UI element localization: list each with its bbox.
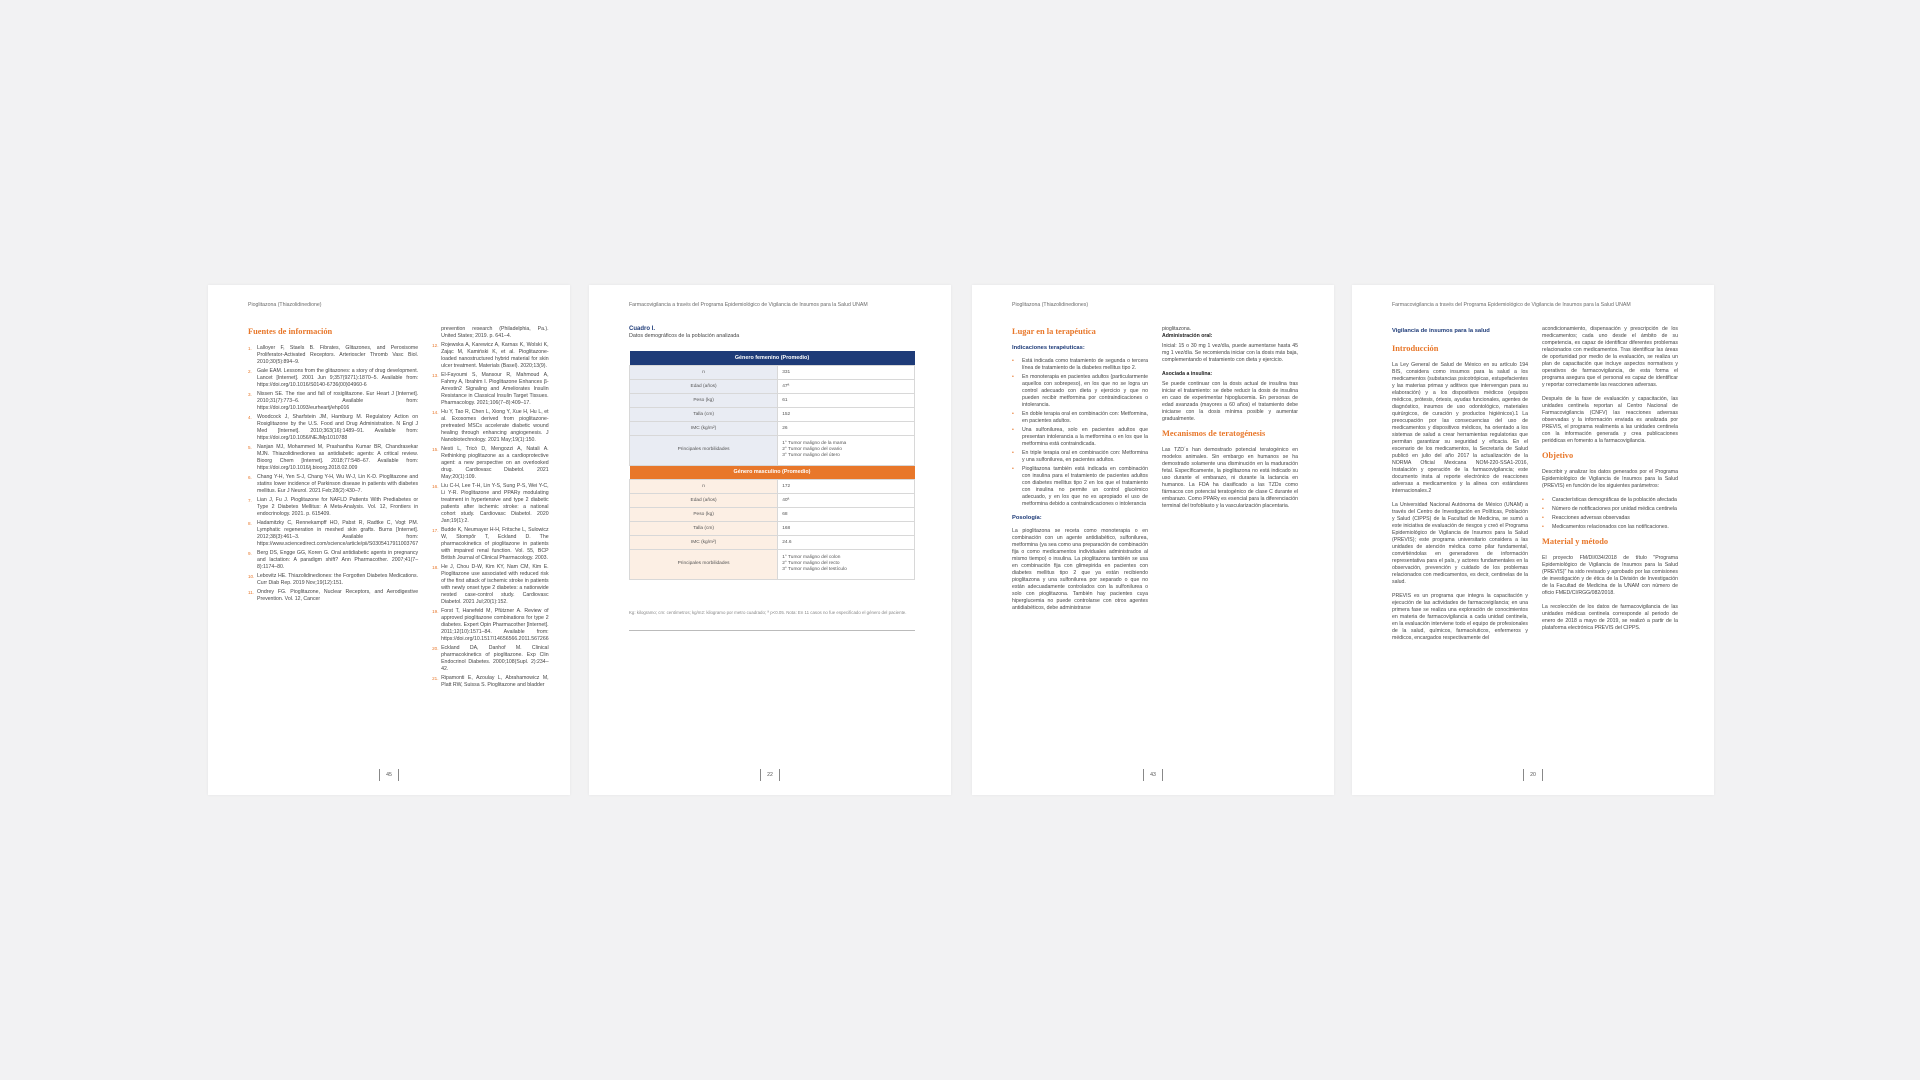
reference-number: 1. bbox=[248, 346, 252, 351]
bullet-item bbox=[1542, 497, 1678, 504]
reference-number: 10. bbox=[248, 574, 255, 579]
bullet-icon: • bbox=[1542, 506, 1544, 512]
bullet-icon: • bbox=[1012, 358, 1014, 364]
running-head: Pioglitazona (Thiazolidinedione) bbox=[248, 302, 322, 308]
bullet-icon: • bbox=[1012, 466, 1014, 472]
reference-item bbox=[432, 608, 549, 643]
paragraph: Se puede continuar con la dosis actual de insulina tras iniciar el tratamiento: se debe reducir la dosis de insulina en caso de experimentar hipoglucemia. En personas de edad avanzada (mayores a 60 años) el tratamiento debe iniciarse con la dosis mínima posible y aumentar gradualmente. bbox=[1162, 381, 1298, 422]
running-head: Farmacovigilancia a través del Programa Epidemiológico de Vigilancia de Insumos para la Salud UNAM bbox=[629, 302, 868, 308]
bullet-text: Medicamentos relacionados con las notificaciones. bbox=[1552, 524, 1669, 530]
section-title: Introducción bbox=[1392, 344, 1439, 353]
bullet-item bbox=[1542, 506, 1678, 513]
reference-item bbox=[248, 520, 418, 548]
reference-text: Forst T, Hanefeld M, Pfützner A. Review of approved pioglitazone combinations for type 2 diabetes. Expert Opin Pharmacother [Internet]. 2011;12(10):1571–84. Available from: https://doi.org/10.1517/14656566.2011.567266 bbox=[441, 608, 549, 642]
male-header: Género masculino (Promedio) bbox=[630, 465, 915, 479]
demographics-table bbox=[629, 351, 915, 580]
column-right bbox=[1542, 326, 1678, 751]
row-value: 61 bbox=[778, 393, 915, 407]
page-number: 43 bbox=[972, 769, 1334, 781]
female-rows bbox=[630, 365, 915, 465]
bullet-icon: • bbox=[1012, 450, 1014, 456]
table-row bbox=[630, 421, 915, 435]
row-label: IMC (kg/m²) bbox=[630, 535, 778, 549]
row-label: Edad (años) bbox=[630, 493, 778, 507]
column-right bbox=[432, 326, 549, 751]
table-title: Cuadro I. bbox=[629, 326, 656, 332]
reference-text: El-Fayoumi S, Mansour R, Mahmoud A, Fahmy A, Ibrahim I. Pioglitazone Enhances β-Arrestin2 Signaling and Ameliorates Insulin Resistance in Classical Insulin Target Tissues. Pharmacology. 2021;106(7–8):409–17. bbox=[441, 372, 549, 406]
bullet-icon: • bbox=[1012, 427, 1014, 433]
bullet-text: En doble terapia oral en combinación con: Metformina, en pacientes adultos. bbox=[1022, 411, 1148, 424]
reference-text: Lian J, Fu J. Pioglitazone for NAFLD Patients With Prediabetes or Type 2 Diabetes Mellitus: A Meta-Analysis. Vol. 12, Frontiers in endocrinology. 2021. p. 615409. bbox=[257, 497, 419, 517]
bullet-item bbox=[1012, 374, 1148, 409]
reference-number: 2. bbox=[248, 369, 252, 374]
row-label: Talla (cm) bbox=[630, 521, 778, 535]
reference-item bbox=[432, 342, 549, 370]
row-label: Principales morbilidades bbox=[630, 435, 778, 465]
reference-text: prevention research (Philadelphia, Pa.). United States; 2019. p. 641–4. bbox=[441, 326, 549, 339]
row-label: Edad (años) bbox=[630, 379, 778, 393]
reference-number: 16. bbox=[432, 484, 439, 489]
bullet-text: En monoterapia en pacientes adultos (particularmente aquellos con sobrepeso), en los que no se logra un control adecuado con dieta y ejercicio y que no pueden recibir metformina por contraindicaciones o intolerancia. bbox=[1022, 374, 1148, 408]
row-label: Peso (kg) bbox=[630, 393, 778, 407]
reference-item bbox=[432, 645, 549, 673]
reference-item bbox=[248, 497, 418, 518]
reference-text: Gale EAM. Lessons from the glitazones: a story of drug development. Lancet [Internet]. 2001 Jun 9;357(9271):1870–5. Available from: https://doi.org/10.1016/S0140-6736(00)04960-6 bbox=[257, 368, 419, 388]
bullet-item bbox=[1012, 450, 1148, 464]
reference-item bbox=[432, 409, 549, 444]
document-page-45 bbox=[208, 285, 570, 795]
female-header: Género femenino (Promedio) bbox=[630, 351, 915, 365]
reference-text: He J, Chou D-W, Kim KY, Nam CM, Kim E. Pioglitazone use associated with reduced risk of the first attack of ischemic stroke in patients with newly onset type 2 diabetes: a nationwide nested case-control study. Cardiovasc Diabetol. 2021 Jul;20(1):152. bbox=[441, 564, 549, 605]
bullet-text: En triple terapia oral en combinación con: Metformina y una sulfonilurea, en pacientes adultos. bbox=[1022, 450, 1148, 463]
paragraph: Inicial: 15 o 30 mg 1 vez/día, puede aumentarse hasta 45 mg 1 vez/día. Se recomienda iniciar con la dosis más baja, complementando el tratamiento con dieta y ejercicio. bbox=[1162, 343, 1298, 363]
reference-number: 21. bbox=[432, 676, 439, 681]
table-subtitle: Datos demográficos de la población analizada bbox=[629, 333, 740, 339]
reference-list bbox=[248, 345, 418, 603]
paragraph: La Universidad Nacional Autónoma de México (UNAM) a través del Centro de Investigación en Políticas, Población y Salud (CIPPS) de la Facultad de Medicina, se sumó a este iniciativa de evaluación de riesgos y creó el Programa Epidemiológico de Vigilancia de Insumos para la Salud (PREVIS); este programa universitario considera a las unidades de atención médica como pilar fundamental, convirtiéndolas en generadores de información representativa para el país, y actores fundamentales en la observación, prevención y cuidado de los problemas relacionados con medicamentos, es decir, centinelas de la salud. bbox=[1392, 502, 1528, 585]
row-label: Principales morbilidades bbox=[630, 549, 778, 579]
reference-number: 7. bbox=[248, 498, 252, 503]
reference-number: 6. bbox=[248, 475, 252, 480]
paragraph: pioglitazona. bbox=[1162, 326, 1192, 332]
paragraph: acondicionamiento, dispensación y prescripción de los medicamentos; cada uno desde el ámbito de su competencia, es capaz de identificar diferentes problemas relacionados con medicamentos. Tras identificar las áreas de oportunidad por medio de la evaluación, se realiza un plan de capacitación que incluye aspectos normativos y operativos de farmacovigilancia, de esta forma el programa asegura que el personal es capaz de identificar y reportar correctamente las reacciones adversas. bbox=[1542, 326, 1678, 388]
paragraph: La pioglitazona se receta como monoterapia o en combinación con un agente antidiabético, sulfonilurea, metformina (ya sea como una preparación de combinación fija o como medicamentos individuales administrados al mismo tiempo) o insulina. La pioglitazona también se usa en combinación fija con glimepirida en pacientes con diabetes mellitus tipo 2 que ya están recibiendo pioglitazona y una sulfonilurea por separado o que no están adecuadamente controlados con la sulfonilurea o solo con pioglitazona. También hay pacientes cuya hiperglucemia no puede controlarse con otros agentes antidiabéticos, debe administrarse bbox=[1012, 528, 1148, 611]
paragraph: Después de la fase de evaluación y capacitación, las unidades centinela reportan al Centro Nacional de Farmacovigilancia (CNFV) las reacciones adversas observadas y la información enviada es analizada por PREVIS, el programa realimenta a las unidades centinela con la información generada y crea publicaciones periódicas en fomento a la farmacovigilancia. bbox=[1542, 396, 1678, 444]
reference-item bbox=[432, 483, 549, 525]
bullet-icon: • bbox=[1542, 515, 1544, 521]
table-row bbox=[630, 393, 915, 407]
paragraph: La Ley General de Salud de México en su artículo 194 BIS, considera como insumos para la salud a los medicamentos (substancias psicotrópicas, estupefacientes y las materias primas y aditivos que intervengan para su elaboración) y a los dispositivos médicos (equipos médicos, prótesis, órtesis, ayudas funcionales, agentes de diagnóstico, insumos de uso odontológico, materiales quirúrgicos, de curación y productos higiénicos).1 La preocupación por las consecuencias del uso de medicamentos y dispositivos médicos, ha orientado a los sistemas de salud a crear herramientas regulatorias que permitan garantizar su seguridad y eficacia. En el escenario de los medicamentos, la Secretaría de Salud publicó en julio del año 2017 la actualización de la NORMA Oficial Mexicana NOM-220-SSA1-2016, Instalación y operación de la farmacovigilancia; este documento insta al reporte electrónico de reacciones adversas a medicamentos y la alinea con estándares internacionales.2 bbox=[1392, 362, 1528, 494]
bullet-text: Características demográficas de la población afectada bbox=[1552, 497, 1677, 503]
table-row bbox=[630, 507, 915, 521]
reference-list bbox=[432, 326, 549, 689]
table-row bbox=[630, 479, 915, 493]
reference-item bbox=[432, 527, 549, 562]
bullet-icon: • bbox=[1542, 497, 1544, 503]
reference-text: Hadamitzky C, Rennekampff HO, Pabst R, Radtke C, Vogt PM. Lymphatic regeneration in meshed skin grafts. Burns [Internet]. 2012;38(3):461–3. Available from: https://www.sciencedirect.com/science/article/pii/S0305417911003767 bbox=[257, 520, 419, 547]
reference-text: Nesti L, Tricò D, Mengozzi A, Natali A. Rethinking pioglitazone as a cardioprotective agent: a new perspective on an overlooked drug. Cardiovasc Diabetol. 2021 May;20(1):109. bbox=[441, 446, 549, 480]
column-left bbox=[248, 326, 418, 751]
divider bbox=[629, 630, 915, 631]
table-row bbox=[630, 435, 915, 465]
reference-number: 20. bbox=[432, 646, 439, 651]
reference-item bbox=[432, 372, 549, 407]
row-value: 152 bbox=[778, 407, 915, 421]
table-row bbox=[630, 365, 915, 379]
row-value: 40ª bbox=[778, 493, 915, 507]
reference-item bbox=[248, 474, 418, 495]
paragraph: PREVIS es un programa que integra la capacitación y ejecución de las actividades de farmacovigilancia; en una primera fase se realiza una exploración de conocimientos en materia de farmacovigilancia a cada unidad centinela, en la evaluación interviene todo el equipo de profesionales de la salud, químicos, farmacéuticos, enfermeros y médicos, encargados respectivamente del bbox=[1392, 593, 1528, 641]
subsection-title: Asociada a insulina: bbox=[1162, 371, 1213, 377]
document-page-20 bbox=[1352, 285, 1714, 795]
row-value: 24.6 bbox=[778, 535, 915, 549]
bullet-icon: • bbox=[1012, 374, 1014, 380]
reference-item bbox=[248, 444, 418, 472]
subsection-title: Administración oral: bbox=[1162, 333, 1213, 339]
paragraph: Describir y analizar los datos generados por el Programa Epidemiológico de Vigilancia de Insumos para la Salud (PREVIS) en función de los siguientes parámetros: bbox=[1542, 469, 1678, 489]
row-label: IMC (kg/m²) bbox=[630, 421, 778, 435]
paragraph: La recolección de los datos de farmacovigilancia de las unidades médicas centinela corresponde al periodo de enero de 2018 a mayo de 2019, se realizó a partir de la plataforma electrónica PREVIS del CIPPS. bbox=[1542, 604, 1678, 631]
document-page-43 bbox=[972, 285, 1334, 795]
bullet-text: Una sulfonilurea, solo en pacientes adultos que presentan intolerancia a la metformina o en los que la metformina está contraindicada. bbox=[1022, 427, 1148, 447]
reference-number: 15. bbox=[432, 447, 439, 452]
section-title: Objetivo bbox=[1542, 451, 1574, 460]
indications-list bbox=[1012, 358, 1148, 508]
reference-number: 9. bbox=[248, 551, 252, 556]
reference-text: Chang Y-H, Yen S-J, Chang Y-H, Wu W-J, Lin K-D. Pioglitazone and statins lower incidence of Parkinson disease in patients with diabetes mellitus. Eur J Neurol. 2021 Feb;28(2):430–7. bbox=[257, 474, 419, 494]
bullet-icon: • bbox=[1542, 524, 1544, 530]
reference-number: 8. bbox=[248, 521, 252, 526]
objective-list bbox=[1542, 497, 1678, 531]
table-row bbox=[630, 407, 915, 421]
bullet-item bbox=[1012, 358, 1148, 372]
reference-text: Eckland DA, Danhof M. Clinical pharmacokinetics of pioglitazone. Exp Clin Endocrinol Diabetes. 2000;108(Supl. 2):234–42. bbox=[441, 645, 549, 672]
bullet-text: Número de notificaciones por unidad médica centinela bbox=[1552, 506, 1677, 512]
bullet-icon: • bbox=[1012, 411, 1014, 417]
reference-text: Lalloyer F, Staels B. Fibrates, Glitazones, and Peroxisome Proliferator-Activated Receptors. Arterioscler Thromb Vasc Biol. 2010;30(5):894–9. bbox=[257, 345, 419, 365]
row-value: 172 bbox=[778, 479, 915, 493]
page-number: 22 bbox=[589, 769, 951, 781]
subsection-title: Indicaciones terapéuticas: bbox=[1012, 345, 1085, 351]
reference-text: Rojewska A, Karewicz A, Karnas K, Wolski K, Zając M, Kamiński K, et al. Pioglitazone-loaded nanostructured hybrid material for skin ulcer treatment. Materials (Basel). 2020;13(9). bbox=[441, 342, 549, 369]
reference-number: 18. bbox=[432, 565, 439, 570]
reference-item bbox=[248, 345, 418, 366]
document-page-22 bbox=[589, 285, 951, 795]
reference-item bbox=[432, 675, 549, 689]
table-row bbox=[630, 521, 915, 535]
bullet-item bbox=[1542, 515, 1678, 522]
column-left bbox=[1012, 326, 1148, 751]
table-row bbox=[630, 549, 915, 579]
row-value: 331 bbox=[778, 365, 915, 379]
running-head: Pioglitazona (Thiazolidinediones) bbox=[1012, 302, 1089, 308]
reference-number: 12. bbox=[432, 343, 439, 348]
table-block bbox=[629, 326, 915, 631]
table-row bbox=[630, 379, 915, 393]
bullet-text: Pioglitazona también está indicada en combinación con insulina para el tratamiento de pacientes adultos con diabetes mellitus tipo 2 en los que el tratamiento con insulina no permite un control glucémico adecuado, y en los que no es apropiado el uso de metformina debido a contraindicaciones o intolerancia bbox=[1022, 466, 1148, 507]
section-title: Lugar en la terapéutica bbox=[1012, 327, 1096, 336]
section-title: Fuentes de información bbox=[248, 327, 333, 336]
paragraph: Las TZD´s han demostrado potencial teratogénico en modelos animales. Sin embargo en humanos se ha demostrado solamente una disminución en la maduración fetal. Específicamente, la pioglitazona no está indicado su uso durante el embarazo, ni durante la lactancia en humanos. La FDA ha clasificado a las TZDs como fármacos con potencial teratogénico de clase C durante el embarazo. Como PPARγ es esencial para la diferenciación terminal del trofoblasto y la vascularización placentaria. bbox=[1162, 447, 1298, 509]
subsection-title: Posología: bbox=[1012, 515, 1042, 521]
document-subtitle: Vigilancia de insumos para la salud bbox=[1392, 328, 1490, 334]
paragraph: El proyecto FM/DI/034/2018 de título "Programa Epidemiológico de Vigilancia de Insumos para la Salud (PREVIS)" ha sido revisado y aprobado por las comisiones de investigación y de ética de la División de Investigación de la Facultad de Medicina de la UNAM con número de oficio FMED/CI/RGG/082/2018. bbox=[1542, 555, 1678, 596]
male-rows bbox=[630, 479, 915, 579]
row-value: 26 bbox=[778, 421, 915, 435]
reference-number: 4. bbox=[248, 415, 252, 420]
page-number: 45 bbox=[208, 769, 570, 781]
table-footnote: Kg: kilogramo; cm: centímetros; kg/m2: kilogramo por metro cuadrado; ª p<0.05. Nota: En 11 casos no fue especificado el género del paciente. bbox=[629, 609, 907, 615]
row-label: n bbox=[630, 365, 778, 379]
bullet-text: Está indicada como tratamiento de segunda o tercera línea de tratamiento de la diabetes mellitus tipo 2. bbox=[1022, 358, 1148, 371]
reference-number: 11. bbox=[248, 590, 255, 595]
row-value: 1° Tumor maligno del colon 2° Tumor maligno del recto 3° Tumor maligno del testículo bbox=[778, 549, 915, 579]
column-right bbox=[1162, 326, 1298, 751]
section-title: Mecanismos de teratogénesis bbox=[1162, 429, 1266, 438]
reference-item bbox=[248, 573, 418, 587]
table-row bbox=[630, 493, 915, 507]
reference-text: Liu C-H, Lee T-H, Lin Y-S, Sung P-S, Wei Y-C, Li Y-R. Pioglitazone and PPARγ modulating treatment in hypertensive and type 2 diabetic patients after ischemic stroke: a national cohort study. Cardiovasc Diabetol. 2020 Jan;19(1):2. bbox=[441, 483, 549, 524]
table-row bbox=[630, 535, 915, 549]
reference-number bbox=[432, 326, 441, 340]
reference-text: Lebovitz HE. Thiazolidinediones: the Forgotten Diabetes Medications. Curr Diab Rep. 2019 Nov;19(12):151. bbox=[257, 573, 419, 586]
reference-item bbox=[432, 326, 549, 340]
row-value: 47ª bbox=[778, 379, 915, 393]
reference-number: 3. bbox=[248, 392, 252, 397]
running-head: Farmacovigilancia a través del Programa Epidemiológico de Vigilancia de Insumos para la Salud UNAM bbox=[1392, 302, 1631, 308]
reference-item bbox=[248, 391, 418, 412]
reference-text: Berg DS, Engge GG, Koren G. Oral antidiabetic agents in pregnancy and lactation: A paradigm shift? Ann Pharmacother. 2007;41(7–8):1174–80. bbox=[257, 550, 419, 570]
reference-number: 13. bbox=[432, 373, 439, 378]
bullet-item bbox=[1542, 524, 1678, 531]
reference-item bbox=[432, 446, 549, 481]
reference-text: Nissen SE. The rise and fall of rosiglitazone. Eur Heart J [Internet]. 2010;31(7):773–6. Available from: https://doi.org/10.1093/eurheartj/ehp016 bbox=[257, 391, 419, 411]
bullet-item bbox=[1012, 427, 1148, 448]
row-label: Peso (kg) bbox=[630, 507, 778, 521]
reference-number: 14. bbox=[432, 410, 439, 415]
row-label: Talla (cm) bbox=[630, 407, 778, 421]
page-number: 20 bbox=[1352, 769, 1714, 781]
reference-item bbox=[248, 550, 418, 571]
bullet-text: Reacciones adversas observadas bbox=[1552, 515, 1630, 521]
reference-number: 19. bbox=[432, 609, 439, 614]
reference-text: Hu Y, Tao R, Chen L, Xiong Y, Xue H, Hu L, et al. Exosomes derived from pioglitazone-pretreated MSCs accelerate diabetic wound healing through enhancing angiogenesis. J Nanobiotechnology. 2021 May;19(1):150. bbox=[441, 409, 549, 443]
column-left bbox=[1392, 326, 1528, 751]
reference-number: 17. bbox=[432, 528, 439, 533]
bullet-item bbox=[1012, 411, 1148, 425]
reference-text: Ripamonti E, Azoulay L, Abrahamowicz M, Platt RW, Suissa S. Pioglitazone and bladder bbox=[441, 675, 549, 688]
row-label: n bbox=[630, 479, 778, 493]
reference-item bbox=[248, 368, 418, 389]
row-value: 1° Tumor maligno de la mama 2° Tumor maligno del ovario 3° Tumor maligno del útero bbox=[778, 435, 915, 465]
reference-item bbox=[248, 414, 418, 442]
reference-item bbox=[432, 564, 549, 606]
reference-text: Woodcock J, Sharfstein JM, Hamburg M. Regulatory Action on Rosiglitazone by the U.S. Food and Drug Administration. N Engl J Med [Internet]. 2010;363(16):1489–91. Available from: https://doi.org/10.1056/NEJMp1010788 bbox=[257, 414, 419, 441]
row-value: 68 bbox=[778, 507, 915, 521]
section-title: Material y método bbox=[1542, 537, 1609, 546]
reference-text: Budde K, Neumayer H-H, Fritsche L, Sulowicz W, Stompôr T, Eckland D. The pharmacokinetics of pioglitazone in patients with impaired renal function. Vol. 55, BCP British Journal of Clinical Pharmacology. 2003. bbox=[441, 527, 549, 561]
reference-number: 5. bbox=[248, 445, 252, 450]
row-value: 168 bbox=[778, 521, 915, 535]
reference-text: Nanjan MJ, Mohammed M, Prashantha Kumar BR, Chandrasekar MJN. Thiazolidinediones as antidiabetic agents: A critical review. Bioorg Chem [Internet]. 2018;77:548–67. Available from: https://doi.org/10.1016/j.bioorg.2018.02.009 bbox=[257, 444, 419, 471]
reference-item bbox=[248, 589, 418, 603]
bullet-item bbox=[1012, 466, 1148, 508]
reference-text: Ondrey FG. Pioglitazone, Nuclear Receptors, and Aerodigestive Prevention. Vol. 12, Cancer bbox=[257, 589, 419, 602]
